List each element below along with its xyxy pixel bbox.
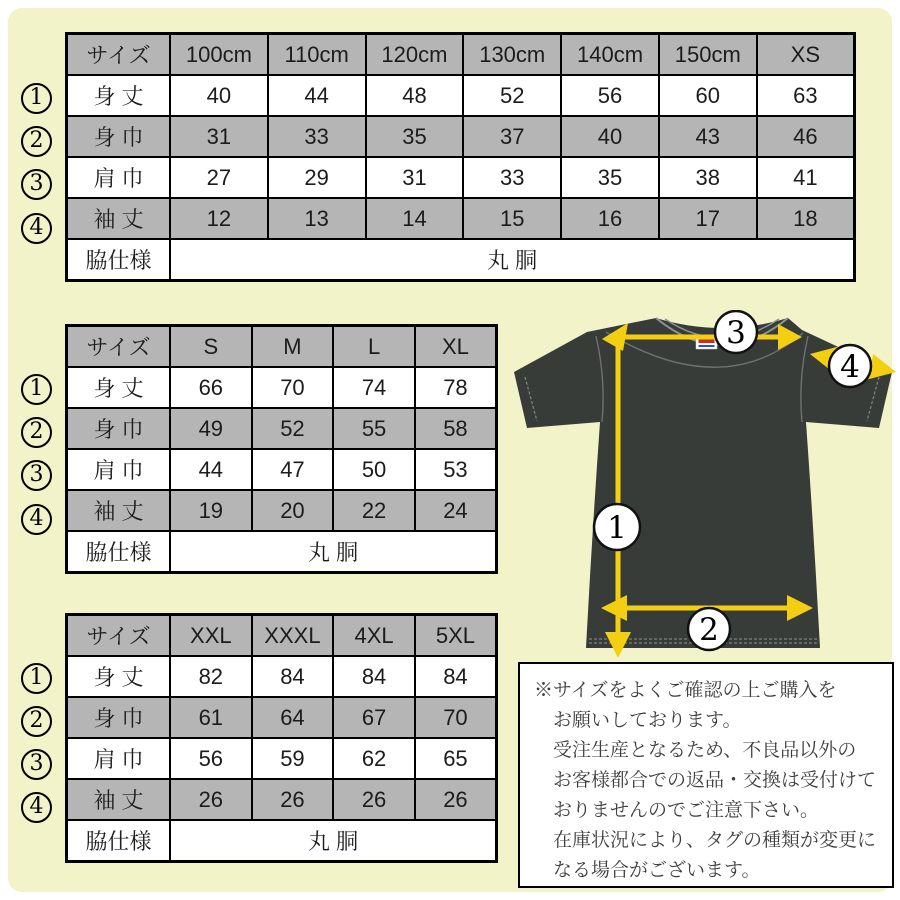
size-value: 44: [268, 75, 366, 116]
size-value: 61: [170, 697, 252, 738]
column-header: 5XL: [415, 615, 497, 657]
column-header: XL: [415, 326, 497, 368]
marker-1-body-length: 1: [21, 663, 52, 694]
size-value: 62: [333, 738, 415, 779]
size-value: 70: [415, 697, 497, 738]
footer-row: [67, 820, 497, 862]
size-value: 40: [170, 75, 268, 116]
notice-text: [534, 676, 884, 886]
row-label: 身 巾: [67, 408, 171, 449]
size-value: 29: [268, 157, 366, 198]
column-header: 120cm: [366, 34, 464, 76]
shirt-marker-2: [688, 608, 730, 650]
column-header: M: [252, 326, 334, 368]
row-label: 袖 丈: [67, 490, 171, 531]
notice-line: おりませんのでご注意下さい。: [553, 800, 820, 821]
size-value: 16: [561, 198, 659, 239]
header-row: [67, 34, 855, 76]
size-value: 19: [170, 490, 252, 531]
size-value: 35: [561, 157, 659, 198]
row-label: 袖 丈: [67, 198, 171, 239]
size-row: [67, 198, 855, 239]
marker-3-shoulder-width: 3: [21, 169, 52, 200]
size-table-big: [65, 613, 498, 863]
size-value: 56: [170, 738, 252, 779]
row-label: 身 丈: [67, 75, 171, 116]
column-header: XXXL: [252, 615, 334, 657]
size-value: 17: [659, 198, 757, 239]
size-value: 46: [757, 116, 855, 157]
column-header: 100cm: [170, 34, 268, 76]
size-value: 50: [333, 449, 415, 490]
size-value: 84: [333, 656, 415, 697]
footer-label: 脇仕様: [67, 531, 171, 573]
size-value: 64: [252, 697, 334, 738]
shirt-marker-4: [829, 345, 871, 387]
svg-text:2: 2: [699, 612, 719, 648]
size-value: 82: [170, 656, 252, 697]
size-value: 24: [415, 490, 497, 531]
notice-line: ※サイズをよくご確認の上ご購入を: [534, 680, 837, 701]
size-value: 84: [415, 656, 497, 697]
row-label: 肩 巾: [67, 157, 171, 198]
column-header: 110cm: [268, 34, 366, 76]
marker-2-body-width: 2: [21, 706, 52, 737]
header-row: [67, 615, 497, 657]
notice-line: お願いしております。: [553, 710, 742, 731]
size-value: 66: [170, 367, 252, 408]
size-row: [67, 449, 497, 490]
size-value: 22: [333, 490, 415, 531]
size-value: 65: [415, 738, 497, 779]
size-table-adult: [65, 324, 498, 574]
marker-4-sleeve-length: 4: [21, 213, 52, 244]
tshirt-measure-diagram: [506, 310, 898, 662]
size-value: 15: [463, 198, 561, 239]
size-value: 49: [170, 408, 252, 449]
marker-2-body-width: 2: [21, 417, 52, 448]
column-header: 140cm: [561, 34, 659, 76]
notice-line: 在庫状況により、タグの種類が変更に: [553, 830, 877, 851]
row-label: 肩 巾: [67, 738, 171, 779]
size-value: 26: [333, 779, 415, 820]
size-value: 43: [659, 116, 757, 157]
notice-line: なる場合がございます。: [553, 860, 761, 881]
marker-4-sleeve-length: 4: [21, 504, 52, 535]
size-value: 58: [415, 408, 497, 449]
size-value: 27: [170, 157, 268, 198]
size-value: 60: [659, 75, 757, 116]
column-header: XXL: [170, 615, 252, 657]
row-label: 身 巾: [67, 697, 171, 738]
size-value: 63: [757, 75, 855, 116]
column-header: S: [170, 326, 252, 368]
size-value: 37: [463, 116, 561, 157]
size-value: 20: [252, 490, 334, 531]
size-row: [67, 779, 497, 820]
size-value: 52: [252, 408, 334, 449]
size-value: 44: [170, 449, 252, 490]
header-row: [67, 326, 497, 368]
size-row: [67, 157, 855, 198]
size-value: 53: [415, 449, 497, 490]
footer-label: 脇仕様: [67, 820, 171, 862]
footer-value: 丸 胴: [170, 820, 497, 862]
tshirt-graphic: [506, 310, 898, 662]
footer-value: 丸 胴: [170, 531, 497, 573]
size-value: 41: [757, 157, 855, 198]
size-value: 74: [333, 367, 415, 408]
size-value: 38: [659, 157, 757, 198]
column-header: 150cm: [659, 34, 757, 76]
size-value: 18: [757, 198, 855, 239]
size-value: 59: [252, 738, 334, 779]
footer-value: 丸 胴: [170, 239, 855, 281]
marker-2-body-width: 2: [21, 126, 52, 157]
size-value: 84: [252, 656, 334, 697]
row-label: 身 丈: [67, 367, 171, 408]
size-row: [67, 697, 497, 738]
size-value: 55: [333, 408, 415, 449]
size-value: 26: [252, 779, 334, 820]
size-table-kids: [65, 32, 856, 282]
column-header: 130cm: [463, 34, 561, 76]
row-label: 袖 丈: [67, 779, 171, 820]
size-row: [67, 656, 497, 697]
svg-text:3: 3: [726, 315, 746, 351]
notice-line: お客様都合での返品・交換は受付けて: [553, 770, 877, 791]
size-value: 35: [366, 116, 464, 157]
svg-text:4: 4: [840, 349, 860, 385]
size-value: 13: [268, 198, 366, 239]
row-label: 身 丈: [67, 656, 171, 697]
notice-line: 受注生産となるため、不良品以外の: [553, 740, 857, 761]
size-value: 40: [561, 116, 659, 157]
size-value: 14: [366, 198, 464, 239]
marker-1-body-length: 1: [21, 374, 52, 405]
size-value: 47: [252, 449, 334, 490]
purchase-notice-box: [518, 662, 894, 888]
size-value: 12: [170, 198, 268, 239]
size-row: [67, 116, 855, 157]
svg-text:1: 1: [607, 510, 627, 546]
footer-label: 脇仕様: [67, 239, 171, 281]
marker-3-shoulder-width: 3: [21, 460, 52, 491]
size-value: 33: [463, 157, 561, 198]
size-row: [67, 408, 497, 449]
shirt-marker-1: [594, 504, 640, 550]
shirt-marker-3: [715, 311, 757, 353]
column-header: XS: [757, 34, 855, 76]
size-value: 48: [366, 75, 464, 116]
size-value: 26: [415, 779, 497, 820]
column-header: L: [333, 326, 415, 368]
size-value: 26: [170, 779, 252, 820]
footer-row: [67, 239, 855, 281]
size-row: [67, 738, 497, 779]
size-value: 52: [463, 75, 561, 116]
column-header: サイズ: [67, 615, 171, 657]
size-value: 31: [366, 157, 464, 198]
size-row: [67, 367, 497, 408]
size-value: 70: [252, 367, 334, 408]
marker-1-body-length: 1: [21, 83, 52, 114]
column-header: サイズ: [67, 326, 171, 368]
size-row: [67, 75, 855, 116]
column-header: 4XL: [333, 615, 415, 657]
row-label: 肩 巾: [67, 449, 171, 490]
footer-row: [67, 531, 497, 573]
size-row: [67, 490, 497, 531]
row-label: 身 巾: [67, 116, 171, 157]
size-value: 67: [333, 697, 415, 738]
size-value: 56: [561, 75, 659, 116]
size-value: 31: [170, 116, 268, 157]
marker-4-sleeve-length: 4: [21, 792, 52, 823]
marker-3-shoulder-width: 3: [21, 749, 52, 780]
size-value: 78: [415, 367, 497, 408]
column-header: サイズ: [67, 34, 171, 76]
size-value: 33: [268, 116, 366, 157]
